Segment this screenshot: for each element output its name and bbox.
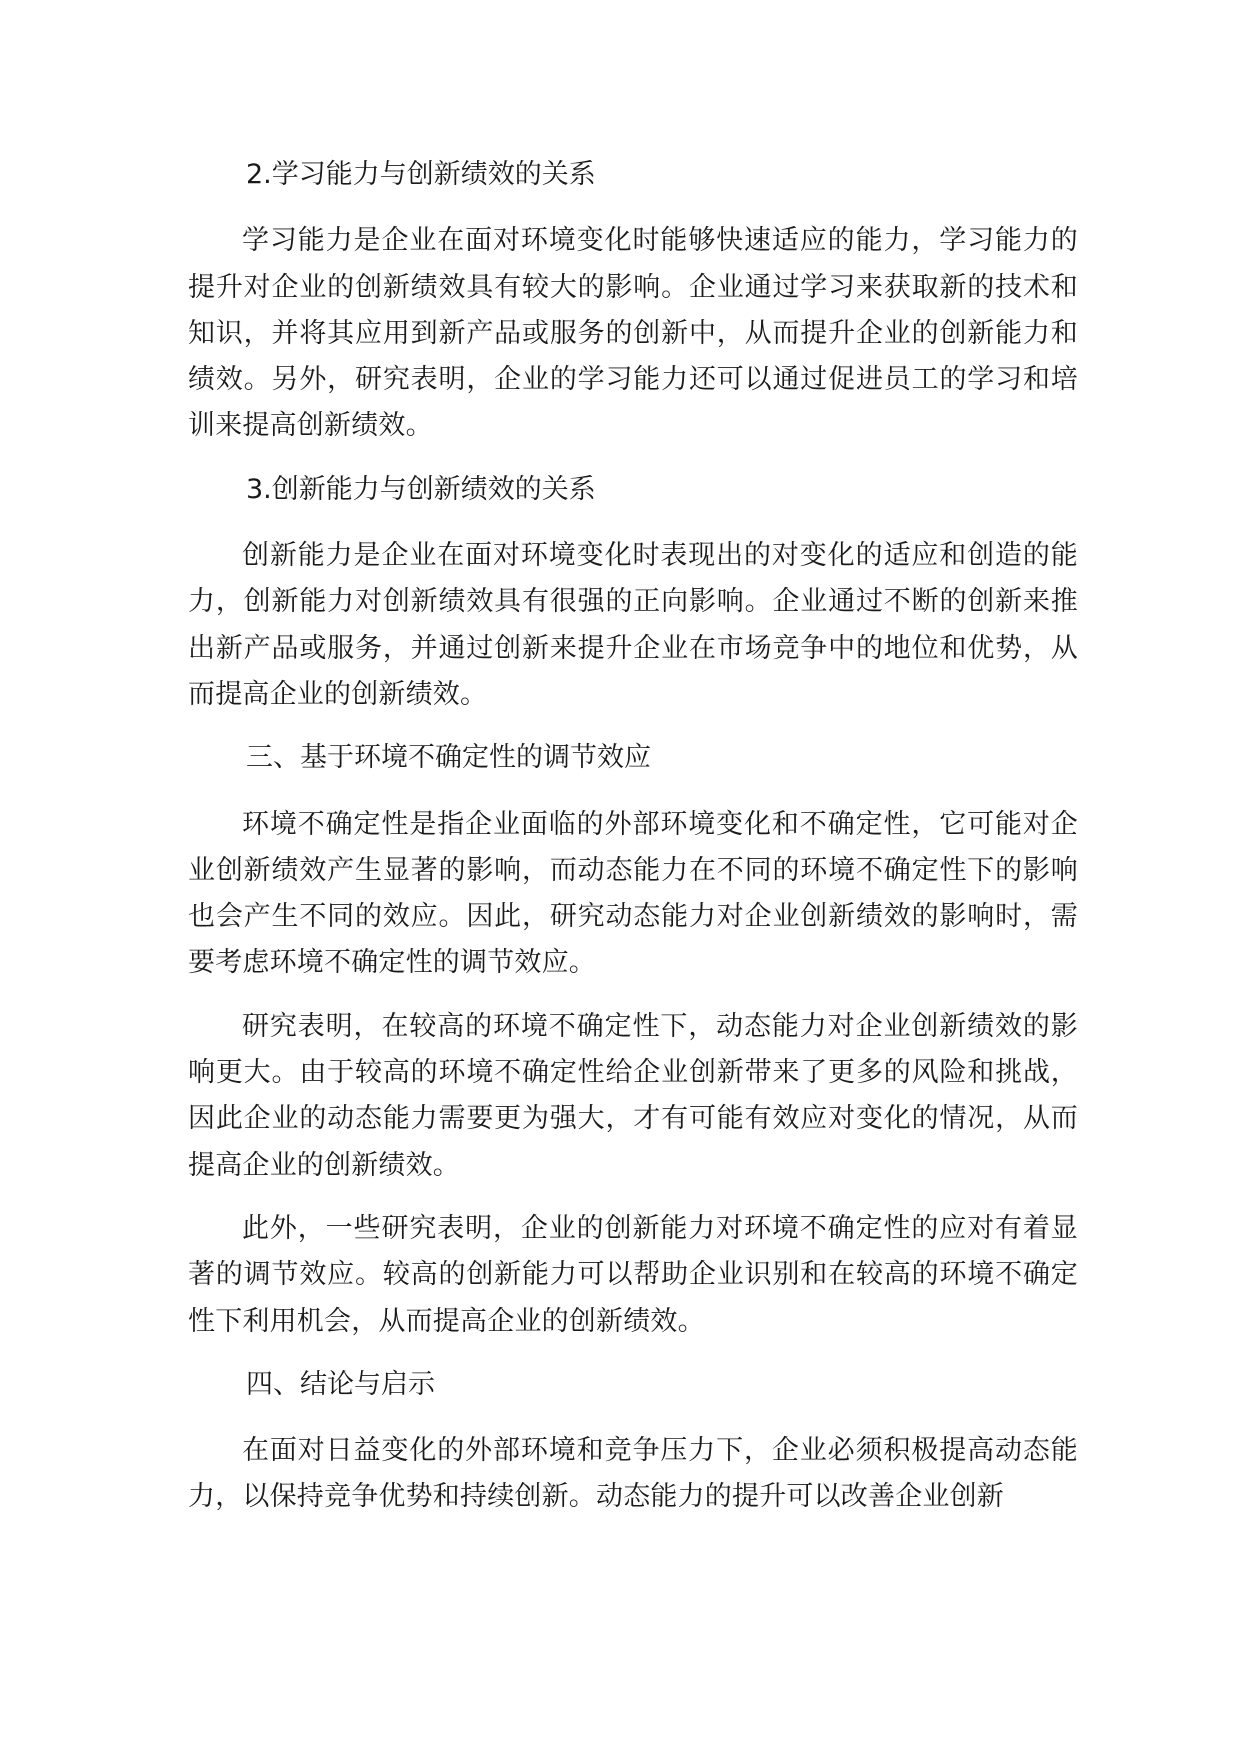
section-heading-moderation: 三、基于环境不确定性的调节效应: [246, 742, 651, 774]
paragraph-uncertainty: 环境不确定性是指企业面临的外部环境变化和不确定性，它可能对企业创新绩效产生显著的影响，而动态能力在不同的环境不确定性下的影响也会产生不同的效应。因此，研究动态能力对企业创新绩效的影响时，需要考虑环境不确定性的调节效应。: [188, 808, 1078, 979]
paragraph-research: 研究表明，在较高的环境不确定性下，动态能力对企业创新绩效的影响更大。由于较高的环境不确定性给企业创新带来了更多的风险和挑战，因此企业的动态能力需要更为强大，才有可能有效应对变化的情况，从而提高企业的创新绩效。: [188, 1010, 1078, 1181]
paragraph-additional: 此外，一些研究表明，企业的创新能力对环境不确定性的应对有着显著的调节效应。较高的创新能力可以帮助企业识别和在较高的环境不确定性下利用机会，从而提高企业的创新绩效。: [188, 1212, 1078, 1337]
section-heading-innovation: 3.创新能力与创新绩效的关系: [246, 473, 596, 505]
paragraph-conclusion: 在面对日益变化的外部环境和竞争压力下，企业必须积极提高动态能力，以保持竞争优势和持续创新。动态能力的提升可以改善企业创新: [188, 1435, 1078, 1513]
section-heading-conclusion: 四、结论与启示: [246, 1368, 435, 1400]
paragraph-innovation: 创新能力是企业在面对环境变化时表现出的对变化的适应和创造的能力，创新能力对创新绩效具有很强的正向影响。企业通过不断的创新来推出新产品或服务，并通过创新来提升企业在市场竞争中的地位和优势，从而提高企业的创新绩效。: [188, 540, 1078, 710]
document-body: [188, 152, 1078, 1521]
paragraph-learning: 学习能力是企业在面对环境变化时能够快速适应的能力，学习能力的提升对企业的创新绩效具有较大的影响。企业通过学习来获取新的技术和知识，并将其应用到新产品或服务的创新中，从而提升企业的创新能力和绩效。另外，研究表明，企业的学习能力还可以通过促进员工的学习和培训来提高创新绩效。: [188, 225, 1078, 442]
section-heading-learning: 2.学习能力与创新绩效的关系: [246, 159, 596, 190]
